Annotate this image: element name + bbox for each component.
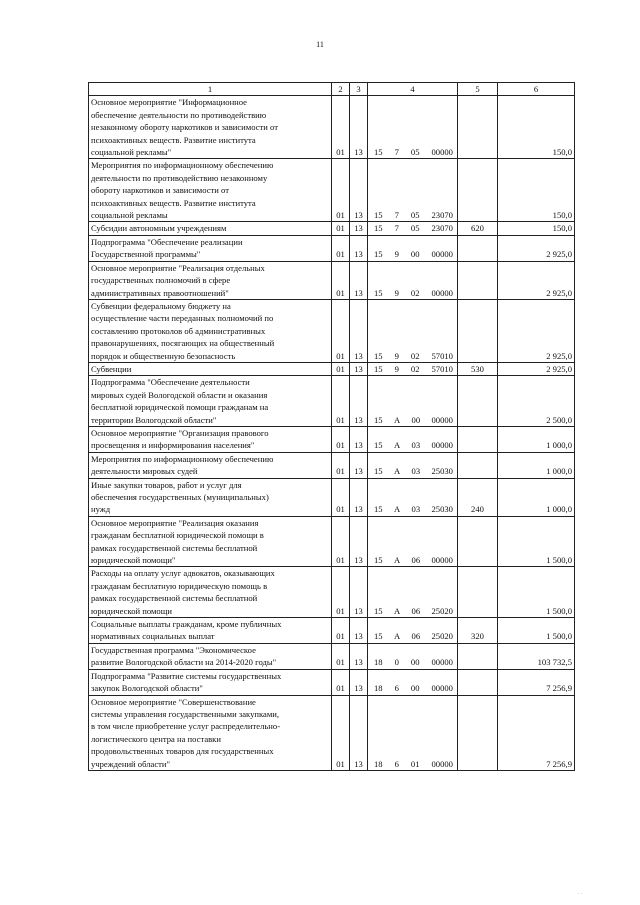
code-part: 0 (394, 657, 399, 668)
table-row (89, 159, 575, 222)
table-row (89, 376, 575, 427)
row-subsection: 13 (350, 618, 368, 644)
table-row (89, 567, 575, 618)
row-amount: 2 925,0 (498, 362, 575, 375)
row-expense-type (458, 695, 498, 770)
budget-table (88, 82, 575, 771)
row-subsection: 13 (350, 159, 368, 222)
target-article-code (370, 414, 455, 426)
table-row (89, 261, 575, 299)
row-target-article (368, 567, 458, 618)
code-part: 7 (394, 147, 399, 158)
row-name: Субвенции (89, 362, 332, 375)
row-section: 01 (332, 452, 350, 478)
row-subsection: 13 (350, 222, 368, 235)
row-amount: 1 000,0 (498, 452, 575, 478)
row-section: 01 (332, 235, 350, 261)
table-row (89, 516, 575, 567)
code-part: 18 (374, 683, 383, 694)
row-section: 01 (332, 261, 350, 299)
code-part: 00 (410, 683, 420, 694)
table-row (89, 643, 575, 669)
code-part: 15 (374, 440, 383, 451)
row-target-article (368, 669, 458, 695)
code-part: 57010 (431, 363, 453, 374)
row-expense-type (458, 376, 498, 427)
row-expense-type (458, 669, 498, 695)
row-amount: 1 000,0 (498, 426, 575, 452)
row-name: Основное мероприятие "Организация правового просвещения и информирования населения" (89, 426, 332, 452)
code-part: 00000 (431, 657, 453, 668)
code-part: 15 (374, 147, 383, 158)
row-target-article (368, 299, 458, 362)
code-part: 18 (374, 657, 383, 668)
row-target-article (368, 695, 458, 770)
target-article-code (370, 209, 455, 221)
code-part: 25030 (431, 504, 453, 515)
table-row (89, 695, 575, 770)
code-part: 25020 (431, 605, 453, 616)
code-part: 00000 (431, 287, 453, 298)
code-part: 03 (411, 504, 421, 515)
row-section: 01 (332, 376, 350, 427)
row-section: 01 (332, 618, 350, 644)
code-part: 00000 (431, 683, 453, 694)
code-part: А (393, 605, 401, 616)
row-subsection: 13 (350, 452, 368, 478)
target-article-code (370, 146, 455, 158)
code-part: 25030 (431, 466, 453, 477)
row-name: Подпрограмма "Обеспечение реализации Государственной программы" (89, 235, 332, 261)
row-subsection: 13 (350, 426, 368, 452)
code-part: 9 (394, 249, 399, 260)
page-number: 11 (316, 40, 324, 49)
row-expense-type (458, 452, 498, 478)
code-part: 00000 (431, 440, 453, 451)
column-header: 2 (332, 83, 350, 96)
code-part: 03 (411, 440, 421, 451)
row-section: 01 (332, 159, 350, 222)
code-part: А (393, 414, 401, 425)
table-row (89, 669, 575, 695)
code-part: 7 (394, 223, 399, 234)
row-target-article (368, 159, 458, 222)
row-target-article (368, 478, 458, 516)
row-section: 01 (332, 567, 350, 618)
row-name: Государственная программа "Экономическое развитие Вологодской области на 2014-2020 годы" (89, 643, 332, 669)
code-part: 01 (410, 758, 420, 769)
row-target-article (368, 222, 458, 235)
code-part: 00000 (431, 758, 453, 769)
table-row (89, 362, 575, 375)
row-subsection: 13 (350, 478, 368, 516)
row-subsection: 13 (350, 376, 368, 427)
target-article-code (370, 503, 455, 515)
row-subsection: 13 (350, 96, 368, 159)
row-expense-type (458, 643, 498, 669)
row-amount: 150,0 (498, 222, 575, 235)
code-part: А (393, 504, 401, 515)
target-article-code (370, 222, 455, 234)
row-amount: 1 500,0 (498, 516, 575, 567)
row-name: Подпрограмма "Обеспечение деятельности мировых судей Вологодской области и оказания бесплатной юридической помощи гражданам на территории Вологодской области" (89, 376, 332, 427)
code-part: 00 (410, 249, 420, 260)
target-article-code (370, 682, 455, 694)
table-row (89, 222, 575, 235)
row-name: Иные закупки товаров, работ и услуг для обеспечения государственных (муниципальных) нужд (89, 478, 332, 516)
code-part: 15 (374, 555, 383, 566)
code-part: 05 (410, 223, 420, 234)
row-expense-type (458, 261, 498, 299)
code-part: 02 (410, 350, 420, 361)
row-subsection: 13 (350, 516, 368, 567)
code-part: 05 (410, 210, 420, 221)
row-subsection: 13 (350, 669, 368, 695)
row-expense-type: 620 (458, 222, 498, 235)
row-section: 01 (332, 643, 350, 669)
code-part: 00 (411, 414, 421, 425)
row-amount: 103 732,5 (498, 643, 575, 669)
row-target-article (368, 362, 458, 375)
code-part: 9 (394, 350, 399, 361)
row-subsection: 13 (350, 261, 368, 299)
code-part: 9 (394, 287, 399, 298)
code-part: 18 (374, 758, 383, 769)
target-article-code (370, 758, 455, 770)
row-section: 01 (332, 695, 350, 770)
code-part: 23070 (431, 210, 453, 221)
row-name: Субсидии автономным учреждениям (89, 222, 332, 235)
column-header: 4 (368, 83, 458, 96)
row-section: 01 (332, 478, 350, 516)
code-part: 00000 (431, 414, 453, 425)
table-row (89, 96, 575, 159)
row-expense-type (458, 235, 498, 261)
row-section: 01 (332, 516, 350, 567)
table-row (89, 618, 575, 644)
code-part: 6 (394, 758, 399, 769)
row-amount: 1 500,0 (498, 618, 575, 644)
row-target-article (368, 96, 458, 159)
code-part: 15 (374, 466, 383, 477)
table-row (89, 452, 575, 478)
row-amount: 2 500,0 (498, 376, 575, 427)
code-part: 15 (374, 210, 383, 221)
code-part: 03 (411, 466, 421, 477)
table-row (89, 235, 575, 261)
row-name: Мероприятия по информационному обеспечению деятельности мировых судей (89, 452, 332, 478)
row-target-article (368, 618, 458, 644)
row-target-article (368, 261, 458, 299)
row-subsection: 13 (350, 695, 368, 770)
code-part: 15 (374, 350, 383, 361)
row-subsection: 13 (350, 299, 368, 362)
target-article-code (370, 439, 455, 451)
code-part: 15 (374, 414, 383, 425)
code-part: 9 (394, 363, 399, 374)
code-part: А (393, 466, 401, 477)
row-expense-type (458, 96, 498, 159)
row-amount: 2 925,0 (498, 235, 575, 261)
row-expense-type (458, 299, 498, 362)
target-article-code (370, 554, 455, 566)
code-part: 15 (374, 249, 383, 260)
code-part: 15 (374, 363, 383, 374)
row-subsection: 13 (350, 643, 368, 669)
table-header-row (89, 83, 575, 96)
row-target-article (368, 426, 458, 452)
scan-mark: · · (577, 892, 582, 897)
row-target-article (368, 376, 458, 427)
row-subsection: 13 (350, 362, 368, 375)
column-header: 3 (350, 83, 368, 96)
row-expense-type: 320 (458, 618, 498, 644)
target-article-code (370, 248, 455, 260)
row-section: 01 (332, 669, 350, 695)
code-part: А (393, 555, 401, 566)
row-amount: 150,0 (498, 96, 575, 159)
code-part: 15 (374, 287, 383, 298)
row-amount: 7 256,9 (498, 669, 575, 695)
code-part: 00000 (431, 249, 453, 260)
row-name: Основное мероприятие "Реализация оказания гражданам бесплатной юридической помощи в рамках государственной системы бесплатной юридической помощи" (89, 516, 332, 567)
code-part: 25020 (431, 631, 453, 642)
row-section: 01 (332, 222, 350, 235)
row-amount: 7 256,9 (498, 695, 575, 770)
row-expense-type: 530 (458, 362, 498, 375)
code-part: 00 (410, 657, 420, 668)
target-article-code (370, 350, 455, 362)
row-section: 01 (332, 299, 350, 362)
code-part: 15 (374, 631, 383, 642)
code-part: 02 (410, 363, 420, 374)
row-target-article (368, 516, 458, 567)
target-article-code (370, 465, 455, 477)
row-name: Социальные выплаты гражданам, кроме публичных нормативных социальных выплат (89, 618, 332, 644)
target-article-code (370, 605, 455, 617)
row-name: Расходы на оплату услуг адвокатов, оказывающих гражданам бесплатную юридическую помощь в рамках государственной системы бесплатной юридической помощи (89, 567, 332, 618)
row-expense-type (458, 159, 498, 222)
code-part: 23070 (431, 223, 453, 234)
row-target-article (368, 235, 458, 261)
row-name: Мероприятия по информационному обеспечению деятельности по противодействию незаконному обороту наркотиков и зависимости от психоактивных веществ. Развитие института социальной рекламы (89, 159, 332, 222)
row-expense-type: 240 (458, 478, 498, 516)
code-part: 6 (394, 683, 399, 694)
row-amount: 1 500,0 (498, 567, 575, 618)
table-row (89, 478, 575, 516)
code-part: А (393, 631, 401, 642)
column-header: 5 (458, 83, 498, 96)
code-part: 7 (394, 210, 399, 221)
target-article-code (370, 287, 455, 299)
table-row (89, 299, 575, 362)
column-header: 6 (498, 83, 575, 96)
row-expense-type (458, 426, 498, 452)
row-name: Подпрограмма "Развитие системы государственных закупок Вологодской области" (89, 669, 332, 695)
code-part: 06 (411, 631, 421, 642)
row-amount: 2 925,0 (498, 299, 575, 362)
row-target-article (368, 643, 458, 669)
row-section: 01 (332, 96, 350, 159)
row-name: Основное мероприятие "Информационное обеспечение деятельности по противодействию незаконному обороту наркотиков и зависимости от психоактивных веществ. Развитие института социальной рекламы" (89, 96, 332, 159)
code-part: 57010 (431, 350, 453, 361)
code-part: 15 (374, 223, 383, 234)
row-subsection: 13 (350, 567, 368, 618)
target-article-code (370, 656, 455, 668)
code-part: 00000 (431, 147, 453, 158)
row-name: Основное мероприятие "Совершенствование системы управления государственными закупками, в том числе приобретение услуг распределительно- логистического центра на поставки продовольственных товаров для государственных учреждений области" (89, 695, 332, 770)
code-part: 15 (374, 504, 383, 515)
row-amount: 150,0 (498, 159, 575, 222)
target-article-code (370, 630, 455, 642)
code-part: 15 (374, 605, 383, 616)
row-amount: 2 925,0 (498, 261, 575, 299)
row-section: 01 (332, 426, 350, 452)
row-target-article (368, 452, 458, 478)
code-part: 00000 (431, 555, 453, 566)
row-expense-type (458, 567, 498, 618)
code-part: 06 (411, 605, 421, 616)
row-amount: 1 000,0 (498, 478, 575, 516)
code-part: 06 (411, 555, 421, 566)
row-subsection: 13 (350, 235, 368, 261)
column-header: 1 (89, 83, 332, 96)
code-part: А (393, 440, 401, 451)
row-name: Основное мероприятие "Реализация отдельных государственных полномочий в сфере административных правоотношений" (89, 261, 332, 299)
code-part: 02 (410, 287, 420, 298)
row-expense-type (458, 516, 498, 567)
row-section: 01 (332, 362, 350, 375)
target-article-code (370, 363, 455, 375)
code-part: 05 (410, 147, 420, 158)
table-row (89, 426, 575, 452)
row-name: Субвенции федеральному бюджету на осуществление части переданных полномочий по составлению протоколов об административных правонарушениях, посягающих на общественный порядок и общественную безопасность (89, 299, 332, 362)
